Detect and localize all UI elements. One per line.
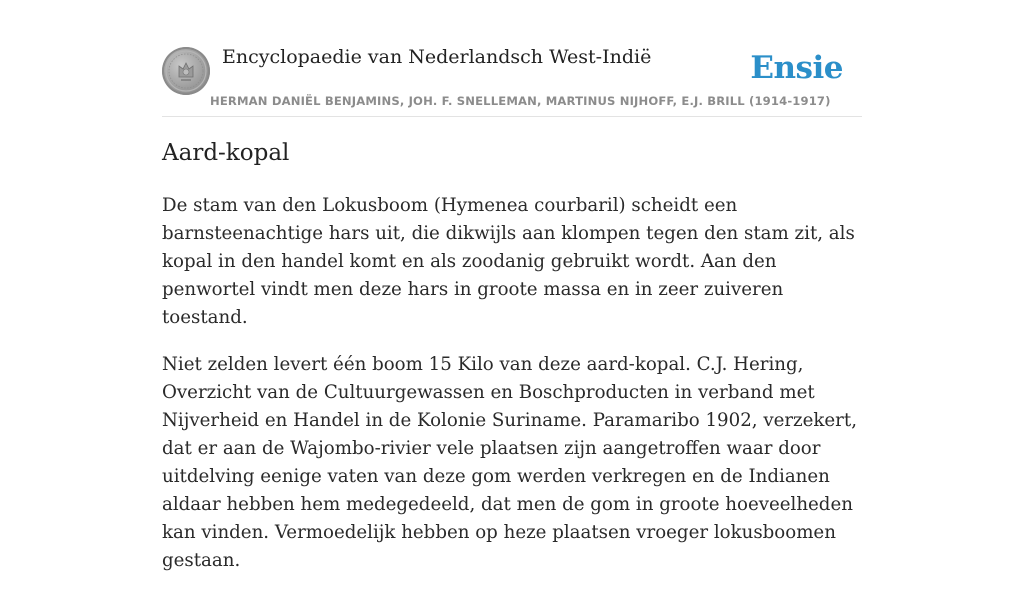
article-title: Aard-kopal	[162, 140, 290, 166]
header	[162, 0, 862, 117]
coin-seal-graphic	[162, 47, 210, 95]
coin-seal-icon[interactable]	[162, 47, 210, 95]
source-authors: HERMAN DANIËL BENJAMINS, JOH. F. SNELLEMAN, MARTINUS NIJHOFF, E.J. BRILL (1914-1917)	[210, 94, 831, 108]
article-paragraph: Niet zelden levert één boom 15 Kilo van deze aard-kopal. C.J. Hering, Overzicht van de Cultuurgewassen en Boschproducten in verband met Nijverheid en Handel in de Kolonie Suriname. Paramaribo 1902, verzekert, dat er aan de Wajombo-rivier vele plaatsen zijn aangetroffen waar door uitdelving eenige vaten van deze gom werden verkregen en de Indianen aldaar hebben hem medegedeeld, dat men de gom in groote hoeveelheden kan vinden. Vermoedelijk hebben op heze plaatsen vroeger lokusboomen gestaan.	[162, 354, 857, 571]
article-paragraph: De stam van den Lokusboom (Hymenea courbaril) scheidt een barnsteenachtige hars uit, die dikwijls aan klompen tegen den stam zit, als kopal in den handel komt en als zoodanig gebruikt wordt. Aan den penwortel vindt men deze hars in groote massa en in zeer zuiveren toestand.	[162, 195, 855, 328]
brand-logo-text[interactable]: Ensie	[750, 50, 843, 86]
source-title[interactable]: Encyclopaedie van Nederlandsch West-Indië	[222, 46, 652, 68]
article-body	[162, 192, 862, 594]
page-container	[162, 0, 862, 571]
